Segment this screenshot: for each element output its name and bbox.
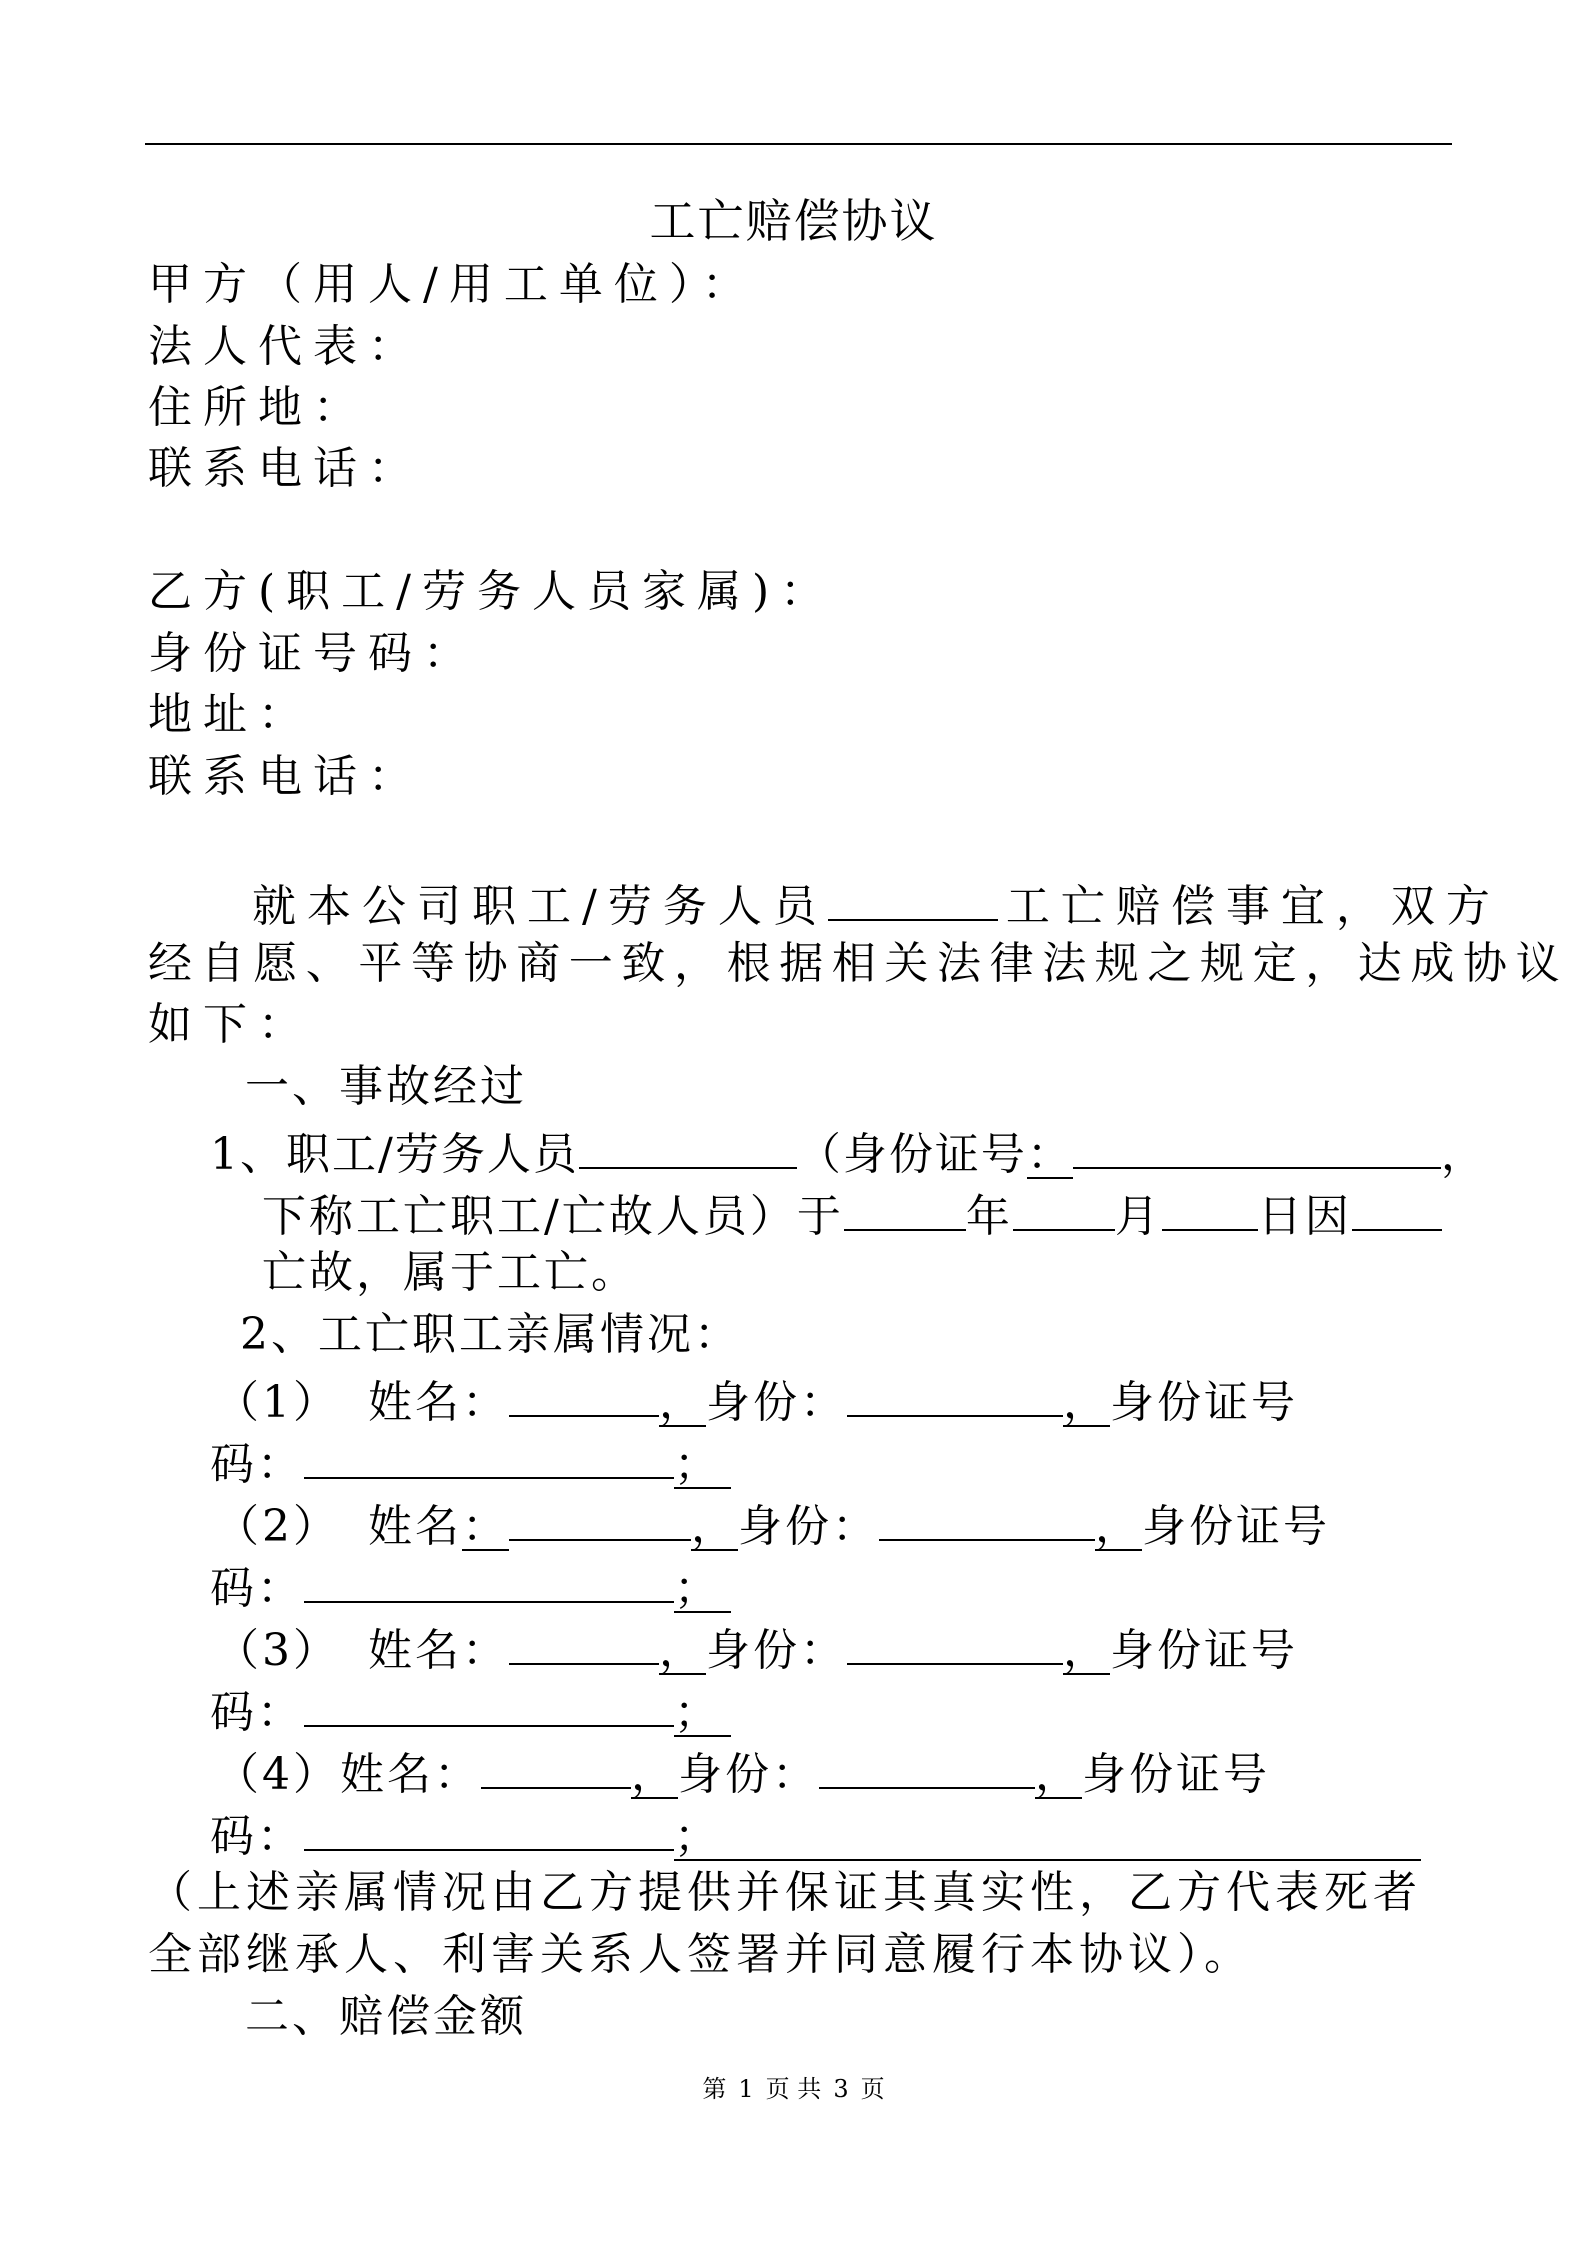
intro-line-3: 如下： — [148, 999, 313, 1050]
relative-2-comma-2: ， — [1095, 1501, 1142, 1552]
section-1-heading: 一、事故经过 — [245, 1061, 527, 1112]
document-title: 工亡赔偿协议 — [649, 194, 938, 248]
party-b-heading: 乙方(职工/劳务人员家属)： — [148, 566, 836, 617]
relative-2-id-blank[interactable] — [304, 1561, 674, 1603]
item1-comma: ， — [1440, 1129, 1487, 1180]
section-2-heading: 二、赔偿金额 — [245, 1991, 527, 2042]
relative-4-comma: ， — [631, 1749, 678, 1800]
relatives-note-line-2: 全部继承人、利害关系人签署并同意履行本协议）。 — [148, 1929, 1253, 1980]
relative-4-idno-label: 身份证号 — [1082, 1749, 1270, 1800]
relative-2-semicolon: ； — [674, 1567, 731, 1613]
day-cause-label: 日因 — [1257, 1191, 1352, 1242]
header-rule — [145, 143, 1452, 145]
footer-total-pages: 3 — [833, 2075, 849, 2103]
relative-2-line-1 — [215, 1499, 1330, 1551]
party-b-address-label: 地址： — [148, 689, 313, 740]
cause-blank[interactable] — [1352, 1189, 1442, 1231]
footer-page-number: 1 — [738, 2075, 754, 2103]
party-a-legal-rep-label: 法人代表： — [148, 321, 423, 372]
party-a-heading: 甲方（用人/用工单位）： — [148, 259, 757, 310]
footer-mid: 页 共 — [765, 2075, 822, 2103]
accident-item-1-line-3: 亡故，属于工亡。 — [262, 1247, 638, 1298]
relative-1-idno-label: 身份证号 — [1110, 1377, 1298, 1428]
employee-name-blank[interactable] — [828, 879, 998, 921]
relative-2-number: （2） — [215, 1501, 340, 1552]
relative-2-identity-blank[interactable] — [879, 1499, 1095, 1541]
year-blank[interactable] — [844, 1189, 966, 1231]
footer-prefix: 第 — [702, 2075, 727, 2103]
relative-2-line-2 — [210, 1561, 731, 1613]
relative-3-line-2 — [210, 1685, 731, 1737]
relative-3-line-1 — [215, 1623, 1298, 1675]
relative-2-idno-label: 身份证号 — [1142, 1501, 1330, 1552]
relative-1-code-label: 码： — [210, 1439, 304, 1490]
intro-text-1: 就本公司职工/劳务人员 — [252, 881, 828, 932]
party-a-address-label: 住所地： — [148, 382, 368, 433]
intro-line-2: 经自愿、平等协商一致，根据相关法律法规之规定，达成协议 — [148, 938, 1569, 989]
relative-1-semicolon: ； — [674, 1443, 731, 1489]
party-b-phone-label: 联系电话： — [148, 751, 423, 802]
relative-3-name-label: 姓名： — [368, 1625, 509, 1676]
relative-2-code-label: 码： — [210, 1563, 304, 1614]
relative-3-identity-label: 身份： — [706, 1625, 847, 1676]
relative-1-name-blank[interactable] — [509, 1375, 659, 1417]
intro-line-1 — [252, 879, 1501, 932]
relative-3-comma: ， — [659, 1625, 706, 1676]
relative-1-id-blank[interactable] — [304, 1437, 674, 1479]
relative-3-code-label: 码： — [210, 1687, 304, 1738]
relative-3-semicolon: ； — [674, 1691, 731, 1737]
relative-3-comma-2: ， — [1063, 1625, 1110, 1676]
relatives-heading: 2、工亡职工亲属情况： — [240, 1309, 741, 1360]
relative-1-name-label: 姓名： — [368, 1377, 509, 1428]
relative-1-identity-blank[interactable] — [847, 1375, 1063, 1417]
page-footer — [0, 2069, 1587, 2104]
relative-3-name-blank[interactable] — [509, 1623, 659, 1665]
relative-4-line-1 — [215, 1747, 1270, 1799]
relative-4-id-blank[interactable] — [304, 1809, 674, 1851]
item1-id-colon: ： — [1026, 1129, 1073, 1180]
relative-4-line-2 — [210, 1809, 1421, 1861]
relative-4-comma-2: ， — [1035, 1749, 1082, 1800]
relatives-note-line-1: （上述亲属情况由乙方提供并保证其真实性，乙方代表死者 — [148, 1867, 1422, 1918]
item1-id-label: （身份证号 — [796, 1129, 1027, 1180]
day-blank[interactable] — [1162, 1189, 1258, 1231]
month-label: 月 — [1114, 1191, 1162, 1242]
relative-2-name-blank[interactable] — [509, 1499, 691, 1541]
relative-4-identity-label: 身份： — [678, 1749, 819, 1800]
relative-2-name-label: 姓名 — [368, 1501, 462, 1552]
relative-1-comma: ， — [659, 1377, 706, 1428]
worker-name-blank[interactable] — [579, 1127, 797, 1169]
month-blank[interactable] — [1013, 1189, 1115, 1231]
party-a-phone-label: 联系电话： — [148, 443, 423, 494]
relative-4-name-label: 姓名： — [340, 1749, 481, 1800]
party-b-id-label: 身份证号码： — [148, 628, 478, 679]
item1-label: 1、职工/劳务人员 — [210, 1129, 579, 1180]
accident-item-1-line-2 — [262, 1189, 1442, 1242]
relative-2-comma: ， — [691, 1501, 738, 1552]
relative-4-name-blank[interactable] — [481, 1747, 631, 1789]
relative-1-comma-2: ， — [1063, 1377, 1110, 1428]
relative-1-line-2 — [210, 1437, 731, 1489]
relative-4-identity-blank[interactable] — [819, 1747, 1035, 1789]
relative-1-number: （1） — [215, 1377, 340, 1428]
relative-3-identity-blank[interactable] — [847, 1623, 1063, 1665]
intro-text-2: 工亡赔偿事宜，双方 — [1005, 881, 1501, 932]
relative-1-line-1 — [215, 1375, 1298, 1427]
worker-id-blank[interactable] — [1073, 1127, 1441, 1169]
relative-3-idno-label: 身份证号 — [1110, 1625, 1298, 1676]
relative-3-id-blank[interactable] — [304, 1685, 674, 1727]
relative-4-semicolon: ； — [674, 1815, 1421, 1861]
footer-suffix: 页 — [860, 2075, 885, 2103]
year-label: 年 — [965, 1191, 1013, 1242]
accident-item-1-line-1 — [210, 1127, 1487, 1179]
item1-death-label: 下称工亡职工/亡故人员）于 — [262, 1191, 844, 1242]
relative-1-identity-label: 身份： — [706, 1377, 847, 1428]
relative-2-name-colon: ： — [462, 1501, 509, 1552]
relative-4-code-label: 码： — [210, 1811, 304, 1862]
relative-4-number: （4） — [215, 1749, 340, 1800]
relative-2-identity-label: 身份： — [738, 1501, 879, 1552]
relative-3-number: （3） — [215, 1625, 340, 1676]
